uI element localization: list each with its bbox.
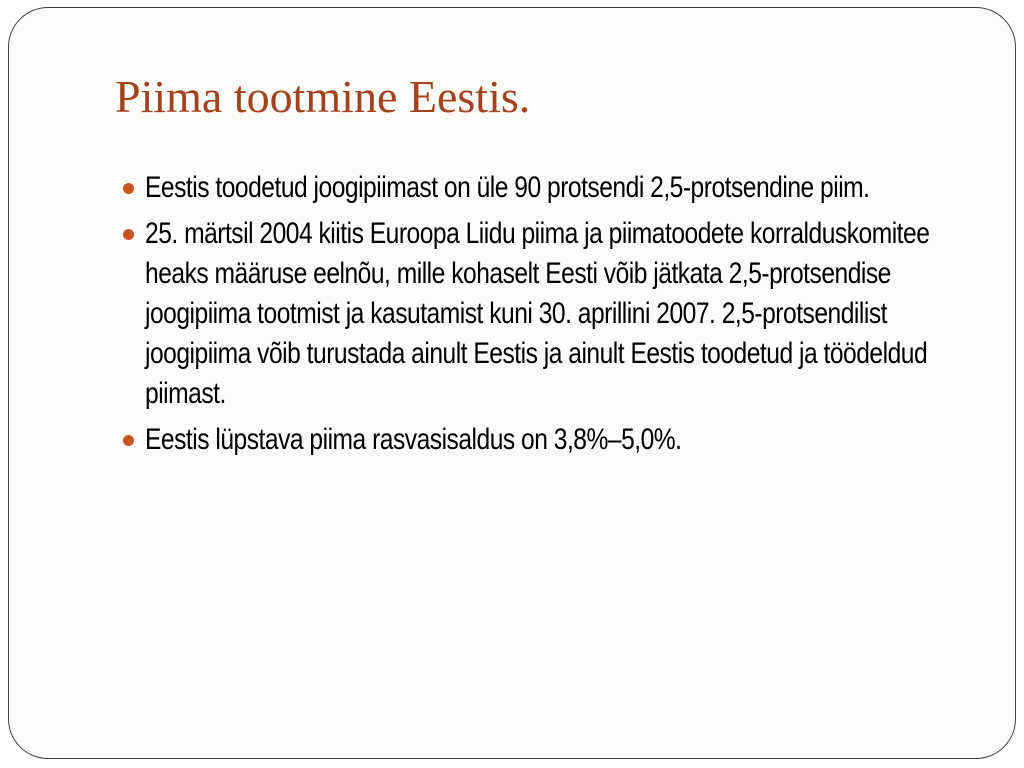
slide [8, 7, 1016, 759]
bullet-text: Eestis lüpstava piima rasvasisaldus on 3,8%–5,0%. [145, 423, 682, 456]
bullet-dot-icon [123, 229, 134, 240]
bullet-item [117, 168, 967, 208]
bullet-dot-icon [123, 183, 134, 194]
bullet-list [117, 168, 967, 466]
slide-title: Piima tootmine Eestis. [115, 71, 531, 122]
bullet-text: Eestis toodetud joogipiimast on üle 90 protsendi 2,5-protsendine piim. [145, 171, 870, 204]
bullet-dot-icon [123, 435, 134, 446]
bullet-text: 25. märtsil 2004 kiitis Euroopa Liidu piima ja piimatoodete korralduskomitee heaks määruse eelnõu, mille kohaselt Eesti võib jätkata 2,5-protsendise joogipiima tootmist ja kasutamist kuni 30. aprillini 2007. 2,5-protsendilist joogipiima võib turustada ainult Eestis ja ainult Eestis toodetud ja töödeldud piimast. [145, 217, 930, 410]
bullet-item [117, 420, 967, 460]
bullet-item [117, 214, 967, 414]
